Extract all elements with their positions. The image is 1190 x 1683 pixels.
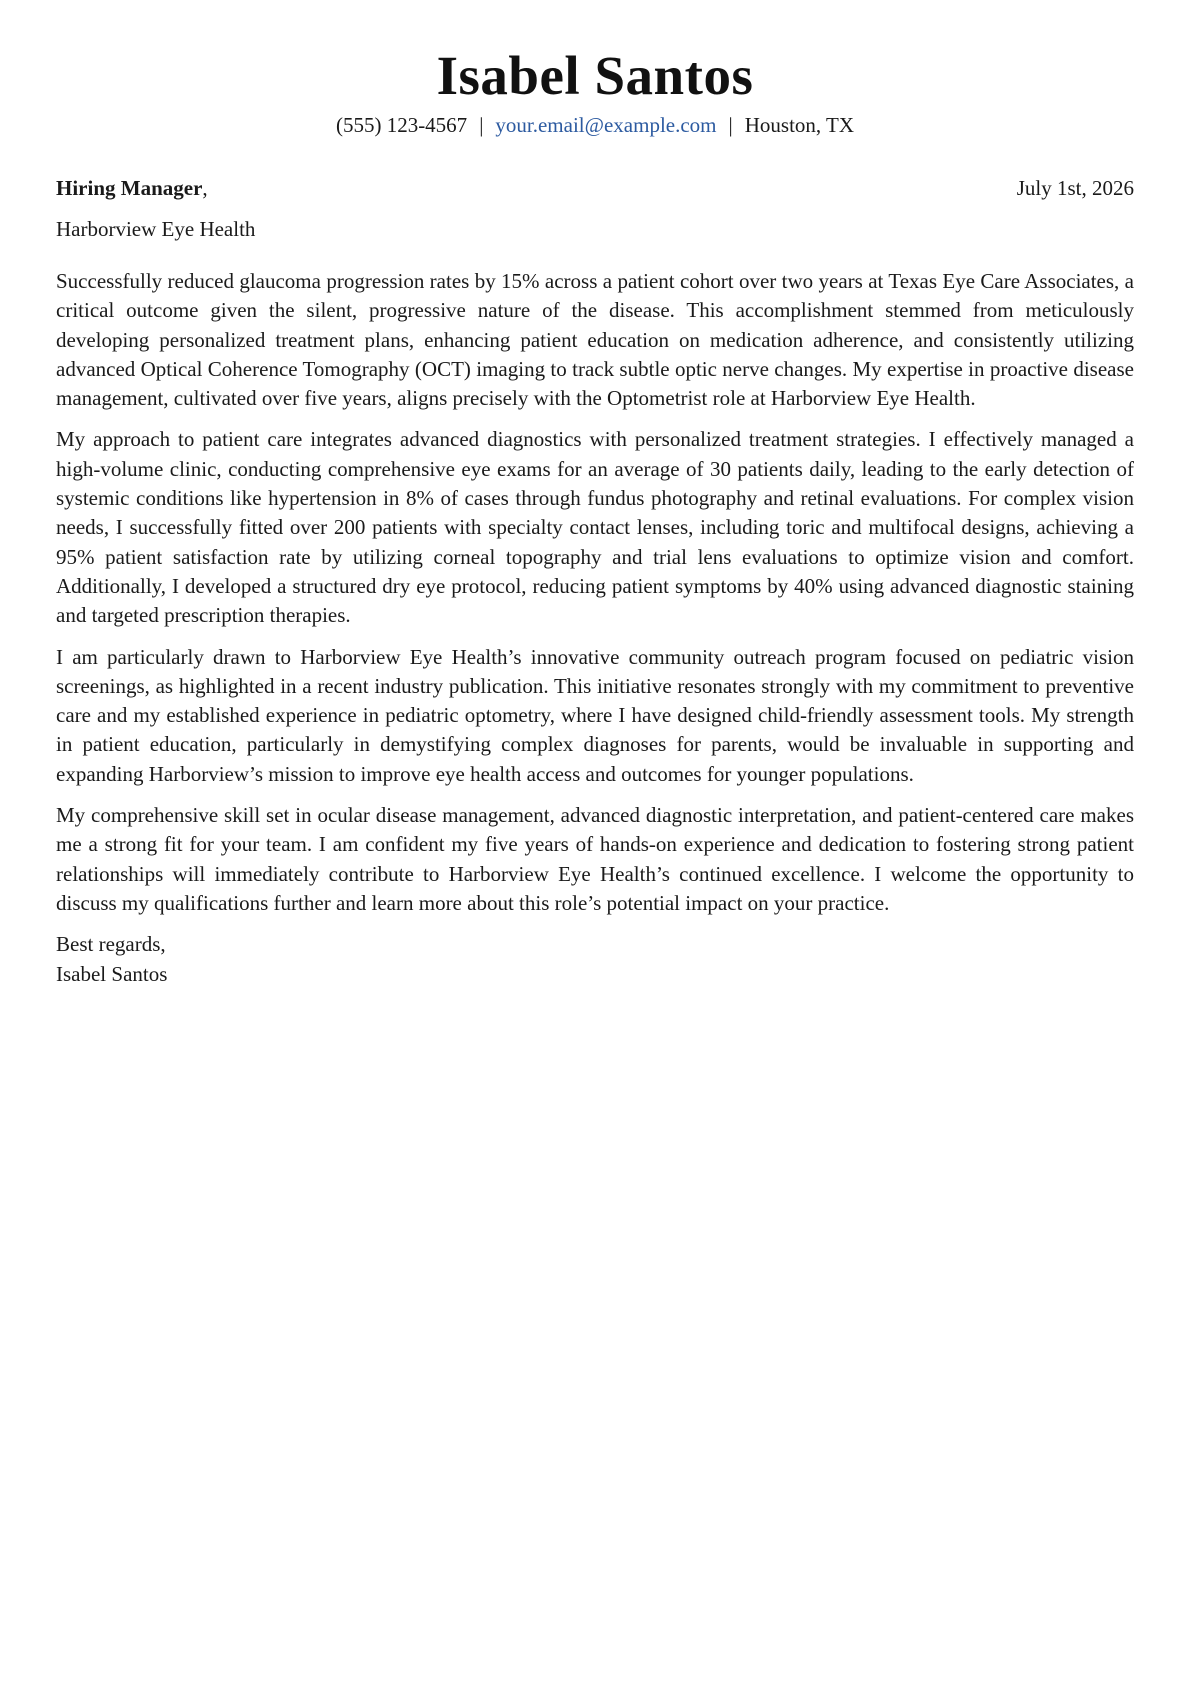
contact-separator: | [479, 113, 484, 137]
contact-separator: | [728, 113, 733, 137]
recipient-name-suffix: , [202, 176, 208, 200]
contact-line [56, 112, 1134, 138]
phone-number: (555) 123-4567 [335, 113, 468, 137]
applicant-name: Isabel Santos [436, 45, 754, 106]
body-paragraph: Successfully reduced glaucoma progression rates by 15% across a patient cohort over two years at Texas Eye Care Associates, a critical outcome given the silent, progressive nature of the disease. This accomplishment stemmed from meticulously developing personalized treatment plans, enhancing patient education on medication adherence, and consistently utilizing advanced Optical Coherence Tomography (OCT) imaging to track subtle optic nerve changes. My expertise in proactive disease management, cultivated over five years, aligns precisely with the Optometrist role at Harborview Eye Health. [56, 269, 1134, 411]
recipient-company: Harborview Eye Health [56, 217, 256, 241]
location: Houston, TX [744, 113, 855, 137]
body-paragraph: My comprehensive skill set in ocular disease management, advanced diagnostic interpretation, and patient-centered care makes me a strong fit for your team. I am confident my five years of hands-on experience and dedication to fostering strong patient relationships will immediately contribute to Harborview Eye Health’s continued excellence. I welcome the opportunity to discuss my qualifications further and learn more about this role’s potential impact on your practice. [56, 803, 1134, 915]
recipient-line [56, 175, 208, 201]
recipient-date-row [56, 175, 1134, 201]
closing-salutation: Best regards, [56, 932, 166, 957]
letter-date: July 1st, 2026 [1016, 176, 1134, 200]
letter-body [56, 267, 1134, 918]
recipient-name: Hiring Manager [56, 176, 203, 200]
closing-signature: Isabel Santos [56, 961, 168, 986]
body-paragraph: I am particularly drawn to Harborview Eye Health’s innovative community outreach program focused on pediatric vision screenings, as highlighted in a recent industry publication. This initiative resonates strongly with my commitment to preventive care and my established experience in pediatric optometry, where I have designed child-friendly assessment tools. My strength in patient education, particularly in demystifying complex diagnoses for parents, would be invaluable in supporting and expanding Harborview’s mission to improve eye health access and outcomes for younger populations. [56, 644, 1134, 786]
letter-closing [56, 930, 1134, 989]
email-link[interactable]: your.email@example.com [495, 113, 717, 137]
body-paragraph: My approach to patient care integrates advanced diagnostics with personalized treatment strategies. I effectively managed a high-volume clinic, conducting comprehensive eye exams for an average of 30 patients daily, leading to the early detection of systemic conditions like hypertension in 8% of cases through fundus photography and retinal evaluations. For complex vision needs, I successfully fitted over 200 patients with specialty contact lenses, including toric and multifocal designs, achieving a 95% patient satisfaction rate by utilizing corneal topography and trial lens evaluations to optimize vision and comfort. Additionally, I developed a structured dry eye protocol, reducing patient symptoms by 40% using advanced diagnostic staining and targeted prescription therapies. [56, 427, 1134, 628]
